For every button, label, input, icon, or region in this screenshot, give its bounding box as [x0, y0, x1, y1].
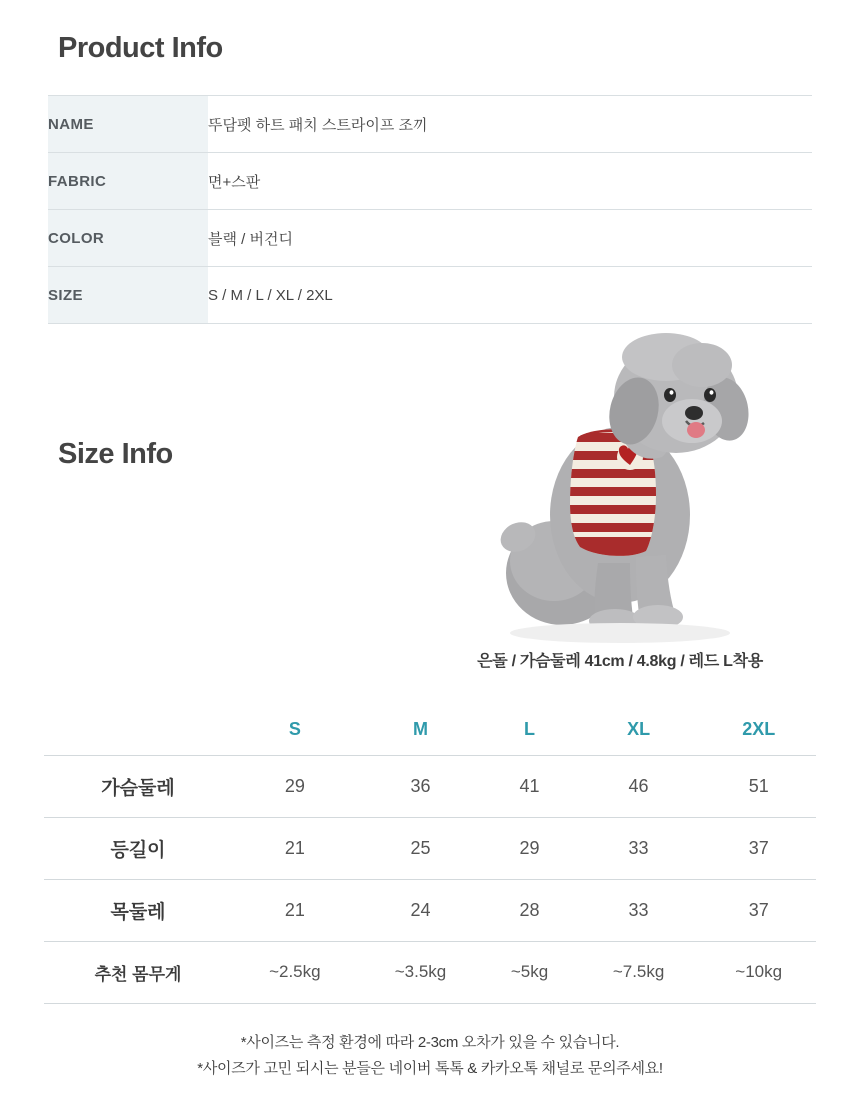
table-row	[48, 210, 812, 267]
dog-wearing-vest-illustration	[470, 325, 780, 645]
size-cell: ~7.5kg	[576, 941, 702, 1003]
size-info-heading: Size Info	[58, 438, 173, 470]
size-cell: ~3.5kg	[358, 941, 484, 1003]
size-notes	[0, 1030, 860, 1082]
info-value-name: 뚜담펫 하트 패치 스트라이프 조끼	[208, 96, 812, 153]
table-row	[44, 879, 816, 941]
size-cell: 41	[483, 755, 575, 817]
size-col-l: L	[483, 705, 575, 755]
size-cell: 33	[576, 817, 702, 879]
size-col-m: M	[358, 705, 484, 755]
size-cell: 46	[576, 755, 702, 817]
info-value-color: 블랙 / 버건디	[208, 210, 812, 267]
table-row	[48, 153, 812, 210]
info-value-fabric: 면+스판	[208, 153, 812, 210]
size-row-label-backlength: 등길이	[44, 817, 232, 879]
size-row-label-neck: 목둘레	[44, 879, 232, 941]
table-row	[48, 96, 812, 153]
note-line-1: *사이즈는 측정 환경에 따라 2-3cm 오차가 있을 수 있습니다.	[240, 1034, 620, 1051]
size-row-label-chest: 가슴둘레	[44, 755, 232, 817]
size-col-blank	[44, 705, 232, 755]
photo-caption: 은돌 / 가슴둘레 41cm / 4.8kg / 레드 L착용	[477, 653, 763, 670]
size-cell: ~5kg	[483, 941, 575, 1003]
size-cell: 21	[232, 817, 358, 879]
size-cell: 29	[232, 755, 358, 817]
size-cell: 29	[483, 817, 575, 879]
product-photo	[470, 325, 780, 645]
size-cell: 51	[701, 755, 816, 817]
size-cell: ~2.5kg	[232, 941, 358, 1003]
size-col-2xl: 2XL	[701, 705, 816, 755]
table-row	[44, 941, 816, 1003]
table-header-row	[44, 705, 816, 755]
table-row	[44, 755, 816, 817]
info-label-name: NAME	[48, 96, 208, 153]
table-row	[48, 267, 812, 324]
note-line-2: *사이즈가 고민 되시는 분들은 네이버 톡톡 & 카카오톡 채널로 문의주세요!	[197, 1060, 663, 1077]
size-cell: 36	[358, 755, 484, 817]
size-cell: 24	[358, 879, 484, 941]
size-cell: 28	[483, 879, 575, 941]
size-cell: 33	[576, 879, 702, 941]
table-row	[44, 817, 816, 879]
size-cell: 37	[701, 817, 816, 879]
info-label-fabric: FABRIC	[48, 153, 208, 210]
info-label-color: COLOR	[48, 210, 208, 267]
product-info-heading: Product Info	[58, 32, 223, 64]
size-cell: ~10kg	[701, 941, 816, 1003]
size-chart-table	[44, 705, 816, 1004]
product-info-table	[48, 95, 812, 324]
size-row-label-weight: 추천 몸무게	[44, 941, 232, 1003]
size-col-s: S	[232, 705, 358, 755]
info-value-size: S / M / L / XL / 2XL	[208, 267, 812, 324]
size-col-xl: XL	[576, 705, 702, 755]
size-cell: 21	[232, 879, 358, 941]
info-label-size: SIZE	[48, 267, 208, 324]
size-cell: 25	[358, 817, 484, 879]
size-cell: 37	[701, 879, 816, 941]
